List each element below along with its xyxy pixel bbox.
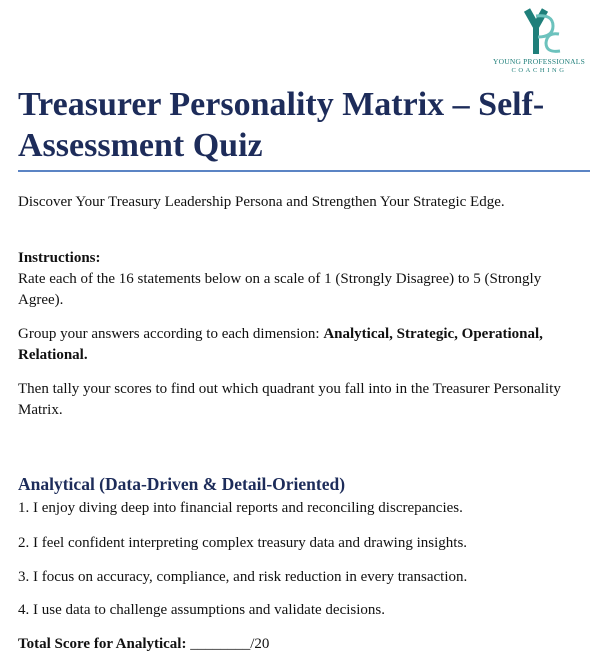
ypc-monogram-icon <box>509 6 569 56</box>
total-score-label: Total Score for Analytical: <box>18 636 187 652</box>
question-item: 1. I enjoy diving deep into financial reports and reconciling discrepancies. <box>18 500 463 516</box>
dimension-list: Analytical, Strategic, Operational, Relational. <box>18 326 543 363</box>
page-title: Treasurer Personality Matrix – Self-Assessment Quiz <box>18 86 545 164</box>
title-divider <box>18 170 590 172</box>
subtitle: Discover Your Treasury Leadership Persona and Strengthen Your Strategic Edge. <box>18 194 505 210</box>
instructions-line-1: Rate each of the 16 statements below on a scale of 1 (Strongly Disagree) to 5 (Strongly Agree). <box>18 271 542 308</box>
question-item: 2. I feel confident interpreting complex treasury data and drawing insights. <box>18 535 468 551</box>
instructions-line-2 <box>18 324 584 366</box>
question-item: 3. I focus on accuracy, compliance, and risk reduction in every transaction. <box>18 569 468 585</box>
section-heading-analytical: Analytical (Data-Driven & Detail-Oriented) <box>18 474 346 494</box>
instructions-line-2-text: Group your answers according to each dimension: <box>18 326 324 342</box>
logo <box>484 6 594 74</box>
instructions-heading: Instructions: <box>18 250 101 266</box>
question-item: 4. I use data to challenge assumptions and validate decisions. <box>18 602 385 618</box>
total-score-line <box>18 634 584 655</box>
instructions-line-3: Then tally your scores to find out which quadrant you fall into in the Treasurer Personality Matrix. <box>18 381 561 418</box>
total-score-blank: ________/20 <box>190 636 270 652</box>
logo-text-line1: YOUNG PROFESSIONALS <box>493 57 585 66</box>
logo-text-line2: COACHING <box>511 67 567 74</box>
